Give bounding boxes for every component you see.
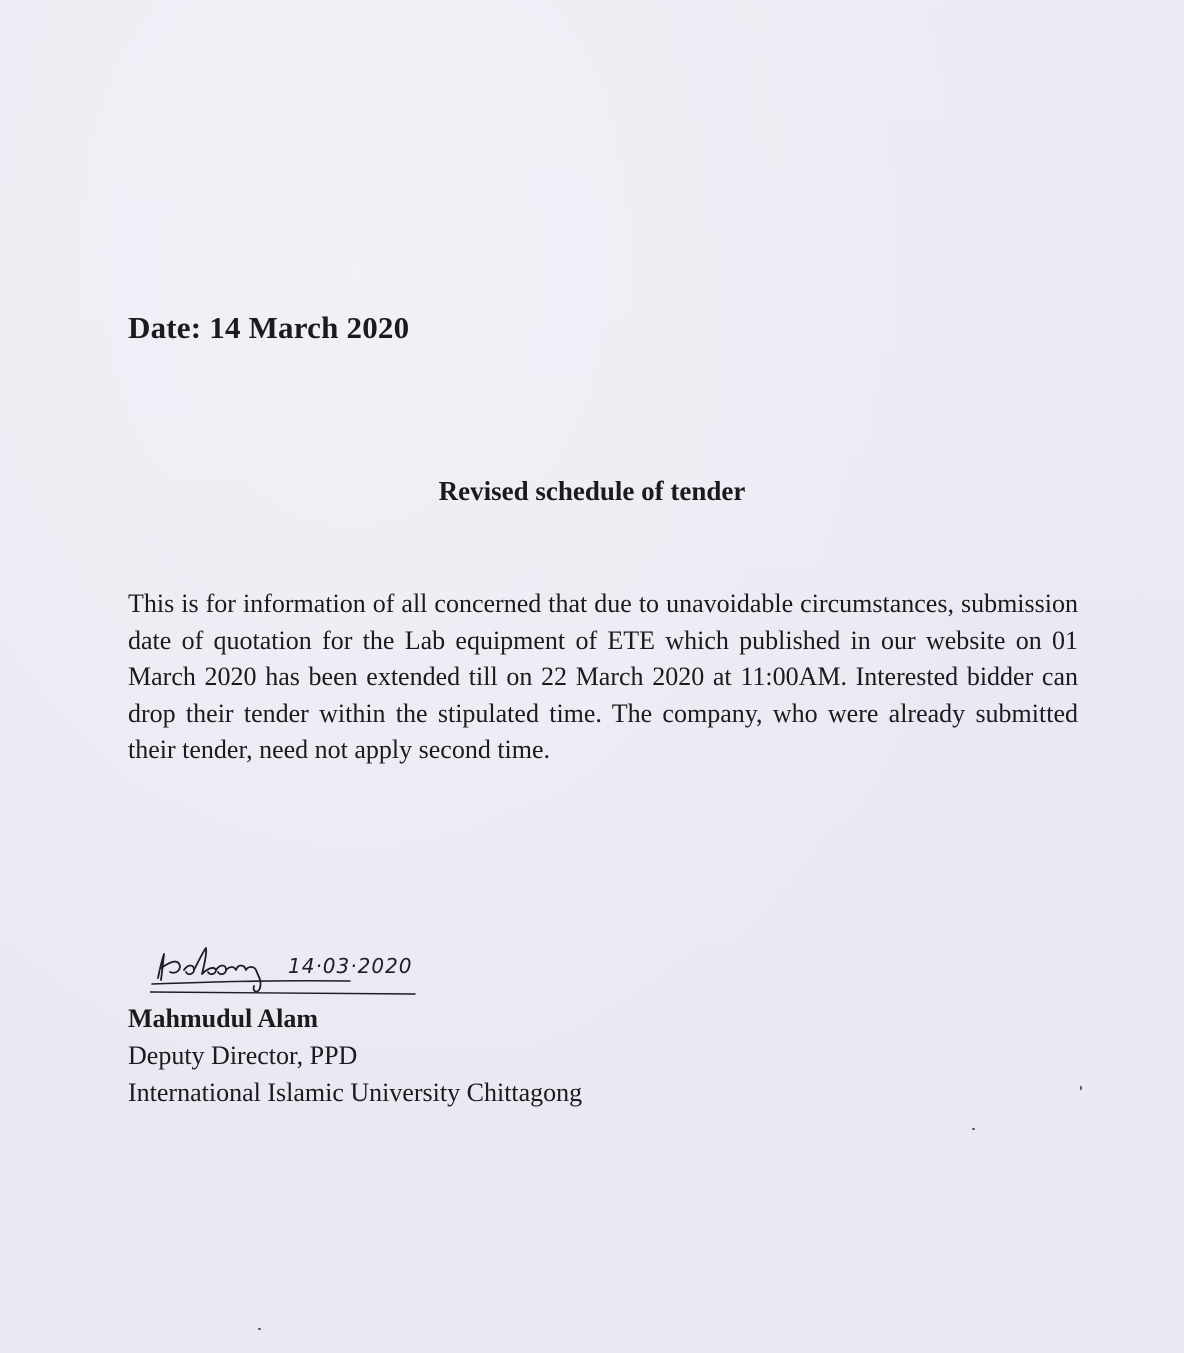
paper-speck <box>972 1128 975 1130</box>
signatory-designation: Deputy Director, PPD <box>128 1041 358 1070</box>
signatory-name: Mahmudul Alam <box>128 1004 318 1033</box>
paper-speck <box>1080 1086 1082 1090</box>
notice-body: This is for information of all concerned that due to unavoidable circumstances, submission date of quotation for the Lab equipment of ETE which published in our website on 01 March 2020 has been extended till on 22 March 2020 at 11:00AM. Interested bidder can drop their tender within the stipulated time. The company, who were already submitted their tender, need not apply second time. <box>128 589 1078 764</box>
signature-date: 14·03·2020 <box>288 954 413 978</box>
paper-speck <box>258 1328 261 1330</box>
signatory-institution: International Islamic University Chittagong <box>128 1078 583 1107</box>
notice-date: Date: 14 March 2020 <box>128 310 410 345</box>
notice-title: Revised schedule of tender <box>438 476 746 506</box>
